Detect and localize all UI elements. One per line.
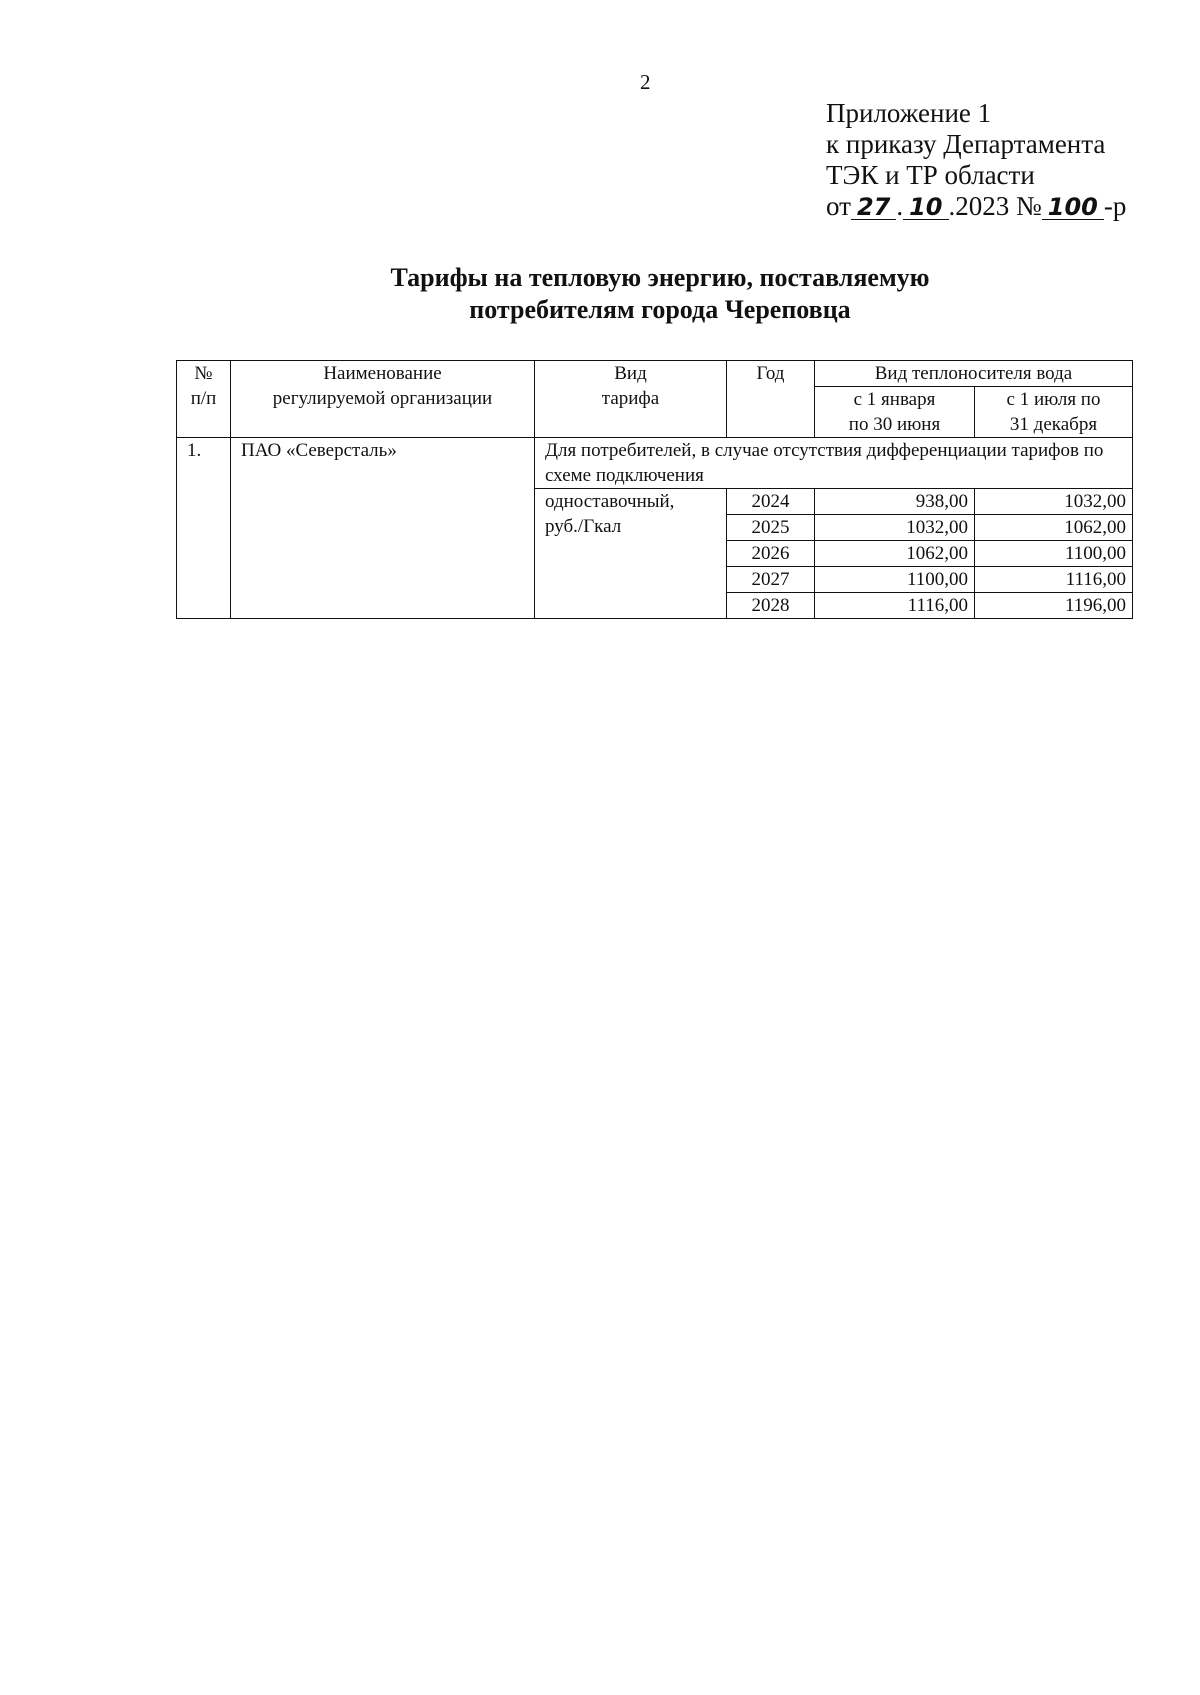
period-1-value: 1100,00 xyxy=(815,567,975,593)
tariff-type-line-1: одноставочный, xyxy=(545,491,675,512)
appendix-line-3: ТЭК и ТР области xyxy=(826,160,1035,190)
header-tariff-line-1: Вид xyxy=(614,363,647,384)
period-2-value: 1116,00 xyxy=(975,567,1133,593)
page-number: 2 xyxy=(640,70,651,94)
handwritten-day: 27 xyxy=(851,195,896,220)
note-row xyxy=(177,438,1133,489)
period-2-value: 1062,00 xyxy=(975,515,1133,541)
appendix-date-line xyxy=(826,191,1126,222)
consumer-note: Для потребителей, в случае отсутствия дифференциации тарифов по схеме подключения xyxy=(535,438,1133,489)
document-title xyxy=(300,262,1020,326)
header-carrier: Вид теплоносителя вода xyxy=(815,361,1133,387)
year-cell: 2026 xyxy=(727,541,815,567)
year-cell: 2027 xyxy=(727,567,815,593)
header-organization xyxy=(231,361,535,438)
row-number: 1. xyxy=(177,438,231,619)
header-num-line-1: № xyxy=(194,363,213,384)
header-org-line-1: Наименование xyxy=(323,363,442,384)
period-1-value: 1062,00 xyxy=(815,541,975,567)
date-year: .2023 № xyxy=(948,191,1042,221)
header-tariff-line-2: тарифа xyxy=(601,388,660,409)
header-period-1-line-1: с 1 января xyxy=(853,389,936,410)
period-2-value: 1100,00 xyxy=(975,541,1133,567)
date-prefix: от xyxy=(826,191,851,221)
header-period-2-line-1: с 1 июля по xyxy=(1006,389,1101,410)
title-line-1: Тарифы на тепловую энергию, поставляемую xyxy=(390,263,930,292)
tariffs-table xyxy=(176,360,1133,619)
tariff-type-line-2: руб./Гкал xyxy=(545,516,622,537)
header-row-1 xyxy=(177,361,1133,387)
appendix-line-1: Приложение 1 xyxy=(826,98,992,128)
period-2-value: 1196,00 xyxy=(975,593,1133,619)
year-cell: 2024 xyxy=(727,489,815,515)
appendix-line-2: к приказу Департамента xyxy=(826,129,1106,159)
header-period-2-line-2: 31 декабря xyxy=(1009,414,1098,435)
title-line-2: потребителям города Череповца xyxy=(469,295,851,324)
handwritten-order-number: 100 xyxy=(1042,195,1104,220)
header-num xyxy=(177,361,231,438)
period-1-value: 938,00 xyxy=(815,489,975,515)
header-org-line-2: регулируемой организации xyxy=(272,388,493,409)
appendix-block xyxy=(826,98,1126,222)
date-separator: . xyxy=(896,191,904,221)
header-tariff-type xyxy=(535,361,727,438)
header-year: Год xyxy=(727,361,815,438)
header-period-1-line-2: по 30 июня xyxy=(848,414,941,435)
tariff-type xyxy=(535,489,727,619)
order-suffix: -р xyxy=(1103,191,1127,221)
year-cell: 2028 xyxy=(727,593,815,619)
period-1-value: 1032,00 xyxy=(815,515,975,541)
header-period-2 xyxy=(975,387,1133,438)
header-period-1 xyxy=(815,387,975,438)
period-1-value: 1116,00 xyxy=(815,593,975,619)
handwritten-month: 10 xyxy=(903,195,948,220)
period-2-value: 1032,00 xyxy=(975,489,1133,515)
header-num-line-2: п/п xyxy=(190,388,217,409)
year-cell: 2025 xyxy=(727,515,815,541)
organization-name: ПАО «Северсталь» xyxy=(231,438,535,619)
